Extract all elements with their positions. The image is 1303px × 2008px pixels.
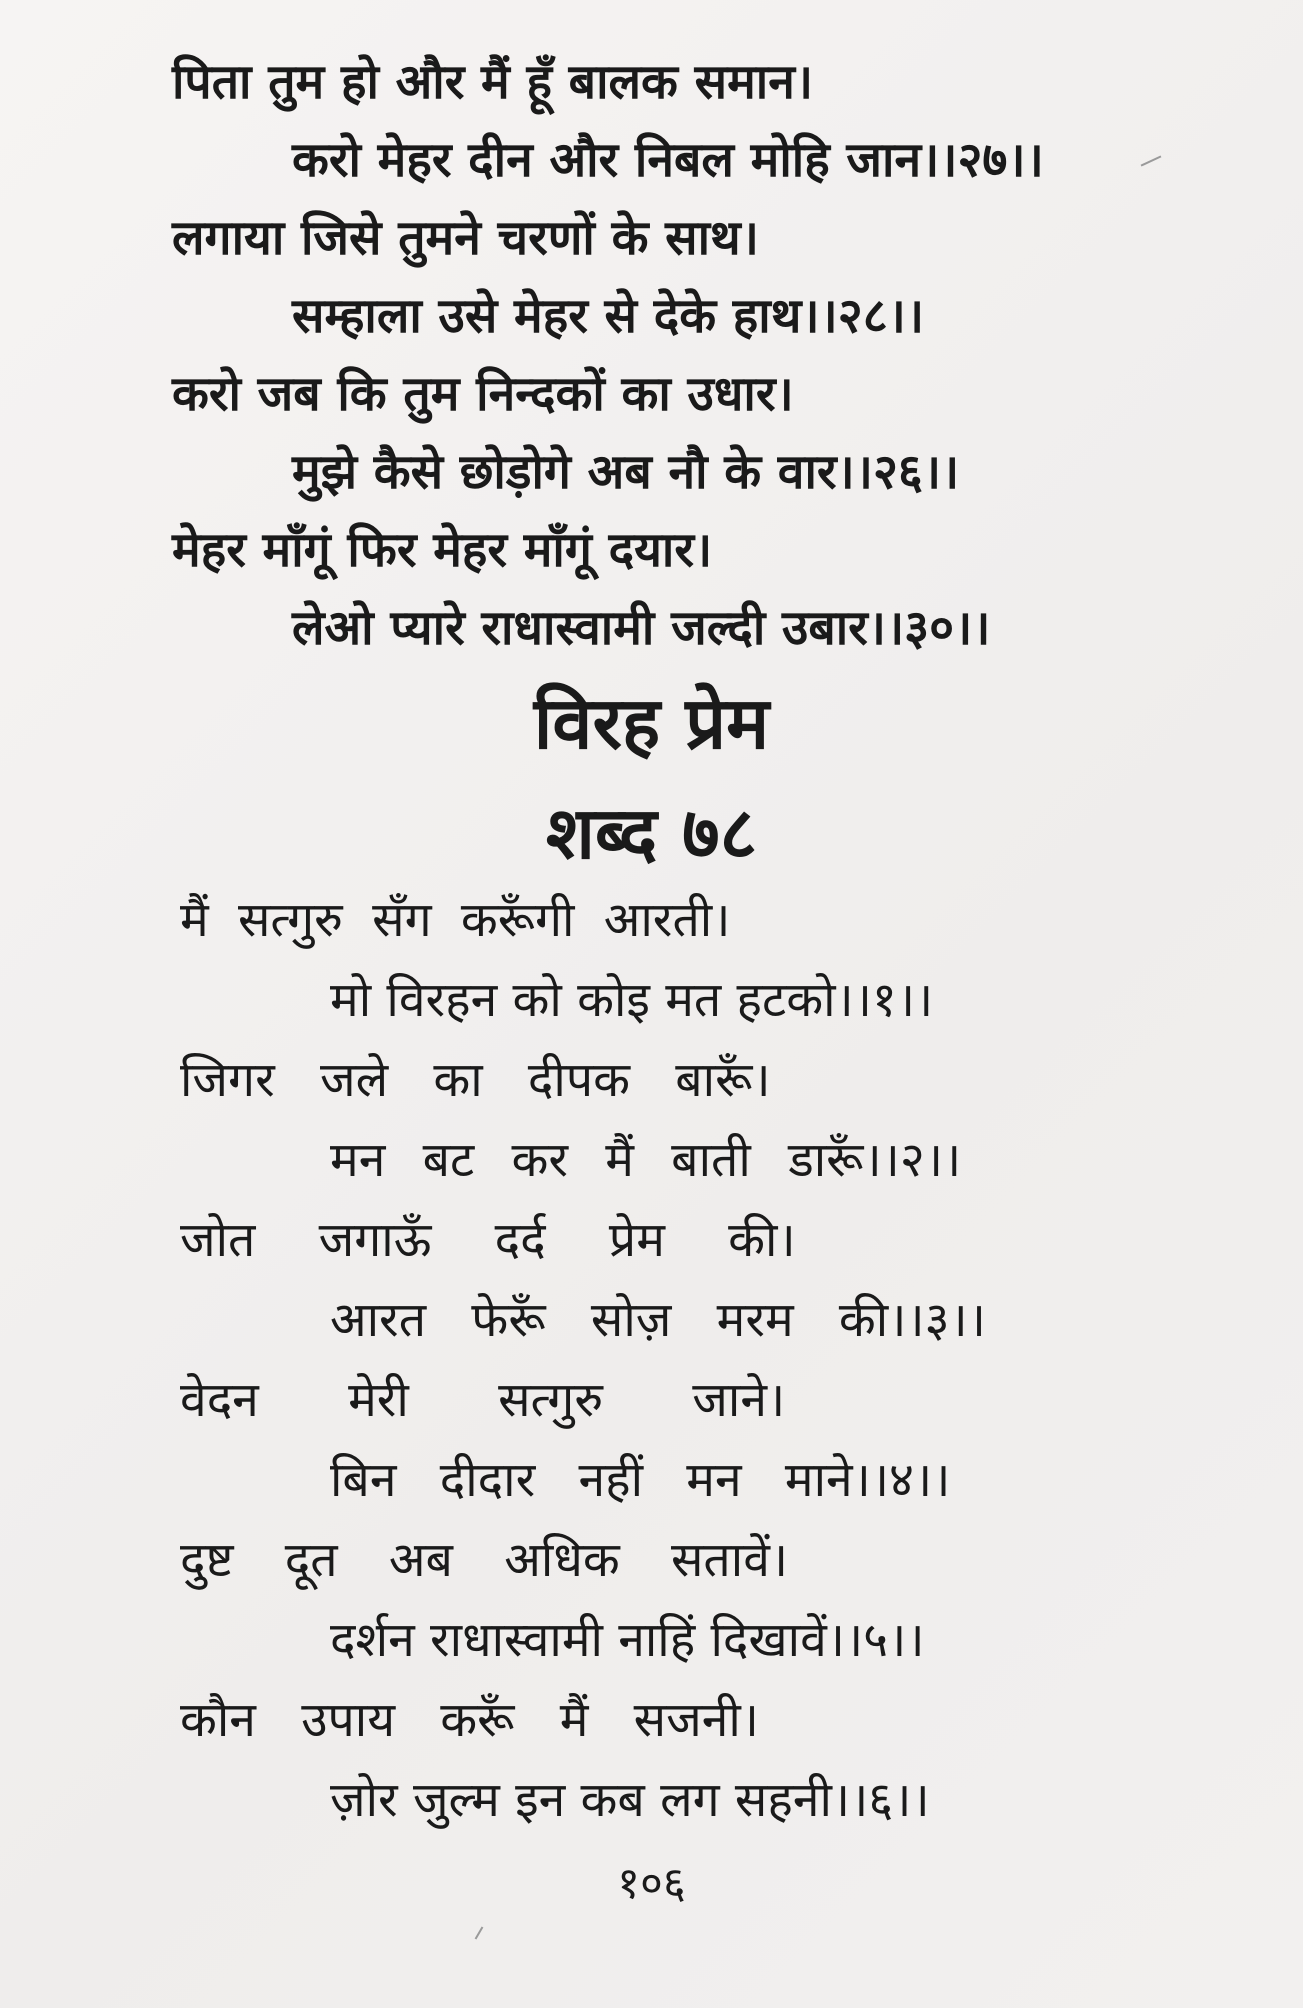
page-number: १०६ xyxy=(617,1858,686,1909)
verse-29-line-1: करो जब कि तुम निन्दकों का उधार। xyxy=(172,366,794,422)
shabd-verse-5-line-1: दुष्ट दूत अब अधिक सतावें। xyxy=(180,1532,789,1588)
shabd-verse-3-line-1: जोत जगाऊँ दर्द प्रेम की। xyxy=(180,1212,796,1268)
shabd-verse-1-line-1: मैं सत्गुरु सँग करूँगी आरती। xyxy=(180,892,731,948)
verse-30-line-2: लेओ प्यारे राधास्वामी जल्दी उबार।।३०।। xyxy=(292,600,991,656)
verse-27-line-2: करो मेहर दीन और निबल मोहि जान।।२७।। xyxy=(292,132,1044,188)
paper-speck xyxy=(475,1926,484,1939)
pen-mark xyxy=(1141,155,1162,166)
shabd-verse-2-line-2: मन बट कर मैं बाती डारूँ।।२।। xyxy=(330,1132,962,1188)
shabd-verse-6-line-2: ज़ोर जुल्म इन कब लग सहनी।।६।। xyxy=(330,1772,930,1828)
shabd-verse-5-line-2: दर्शन राधास्वामी नाहिं दिखावें।।५।। xyxy=(330,1612,925,1668)
section-title: विरह प्रेम xyxy=(533,681,770,765)
verse-28-line-1: लगाया जिसे तुमने चरणों के साथ। xyxy=(172,210,759,266)
shabd-verse-4-line-2: बिन दीदार नहीं मन माने।।४।। xyxy=(330,1452,951,1508)
verse-27-line-1: पिता तुम हो और मैं हूँ बालक समान। xyxy=(172,54,814,110)
shabd-verse-3-line-2: आरत फेरूँ सोज़ मरम की।।३।। xyxy=(330,1292,986,1348)
verse-29-line-2: मुझे कैसे छोड़ोगे अब नौ के वार।।२६।। xyxy=(292,444,960,500)
verse-30-line-1: मेहर माँगूं फिर मेहर माँगूं दयार। xyxy=(172,522,713,578)
verse-28-line-2: सम्हाला उसे मेहर से देके हाथ।।२८।। xyxy=(292,288,925,344)
shabd-verse-2-line-1: जिगर जले का दीपक बारूँ। xyxy=(180,1052,771,1108)
shabd-verse-1-line-2: मो विरहन को कोइ मत हटको।।१।। xyxy=(330,972,934,1028)
shabd-verse-6-line-1: कौन उपाय करूँ मैं सजनी। xyxy=(180,1692,760,1748)
shabd-verse-4-line-1: वेदन मेरी सत्गुरु जाने। xyxy=(180,1372,786,1428)
shabd-title: शब्द ७८ xyxy=(545,791,758,875)
